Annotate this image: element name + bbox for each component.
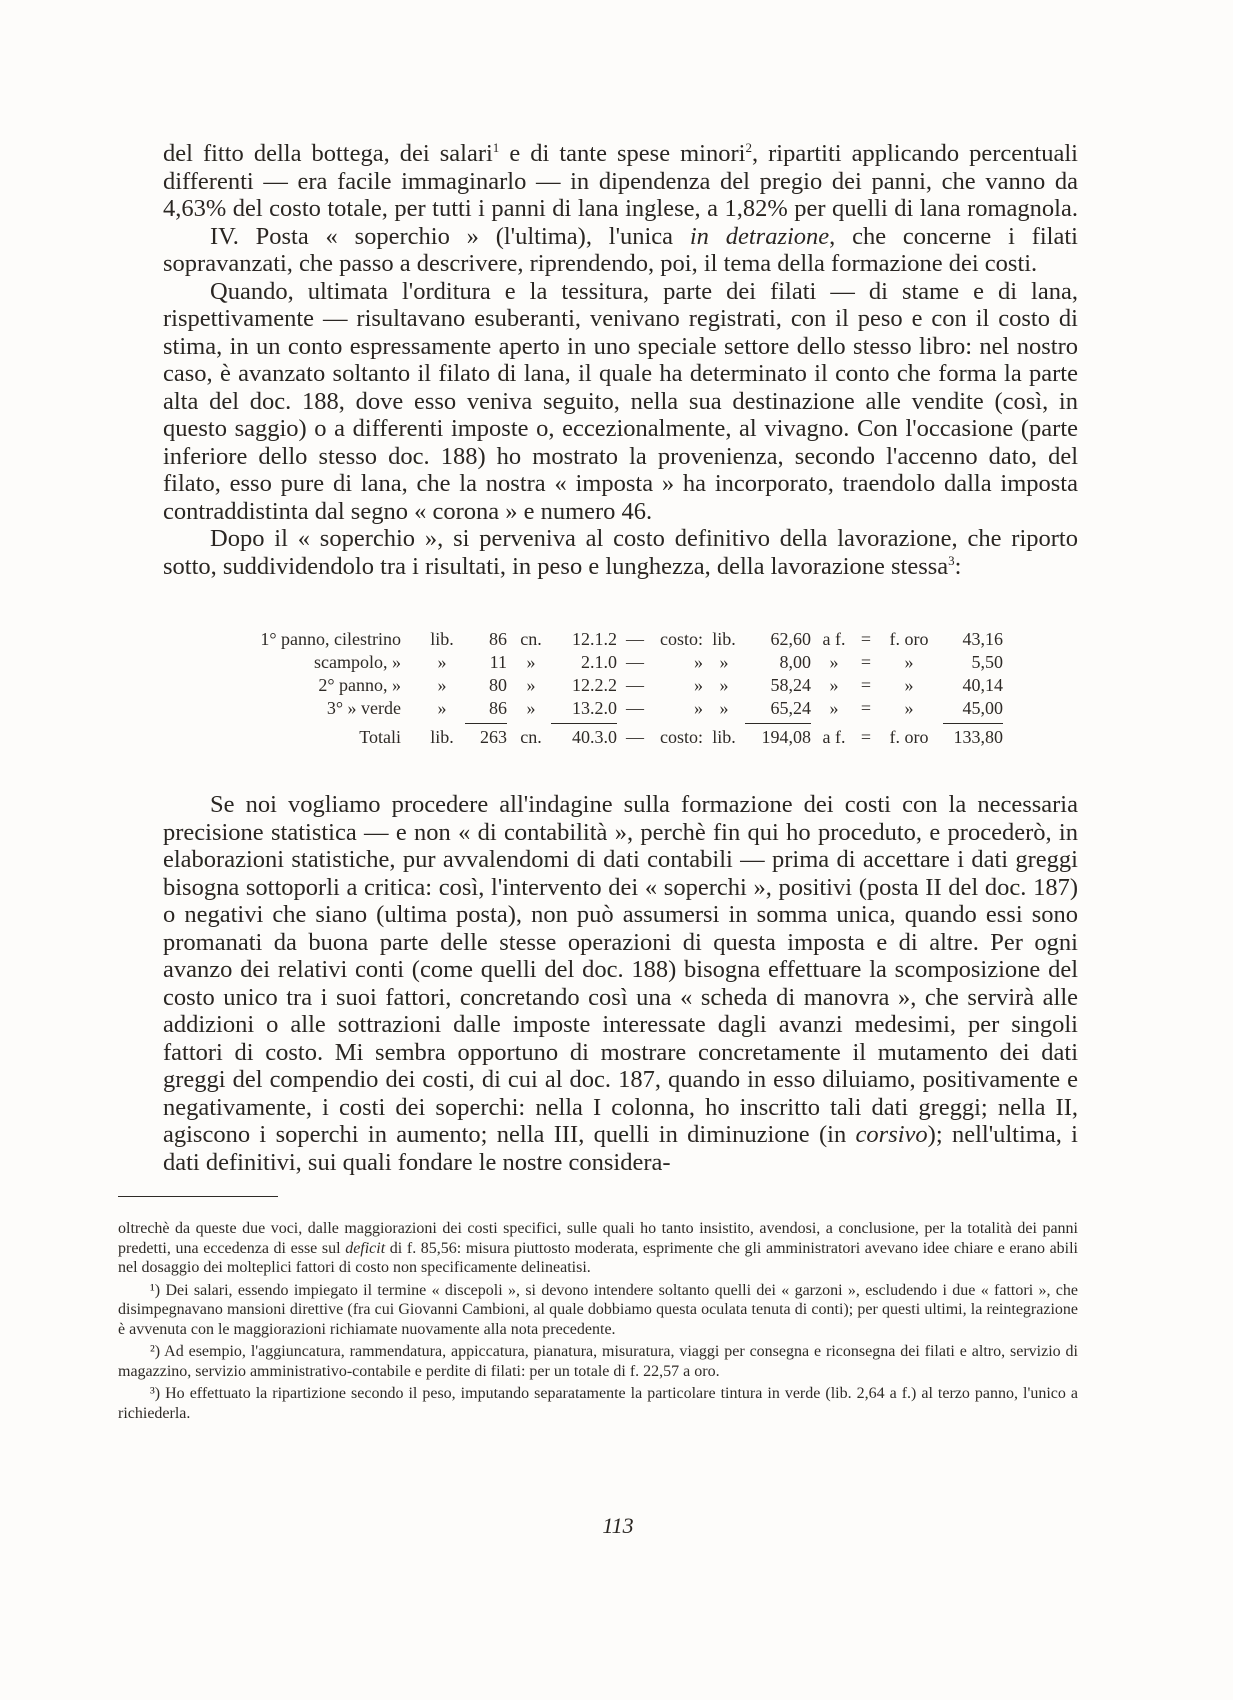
cell-u2: cn. [520, 727, 542, 747]
cell-dash: — [626, 652, 644, 672]
main-text-upper [163, 140, 1078, 580]
cell-u5: » [904, 675, 914, 695]
text-run: Se noi vogliamo procedere all'indagine sulla formazione dei costi con la necessaria precisione statistica — e non « di contabilità », perchè fin qui ho proceduto, e procederò, in elaborazioni statistiche, pur avvalendomi di dati contabili — prima di accettare i dati greggi bisogna sottoporli a critica: così, l'intervento dei « soperchi », positivi (posta II del doc. 187) o negativi che siano (ultima posta), non può assumersi in somma unica, quando essi sono promanati da buona parte delle stesse operazioni di questa imposta e di altre. Per ogni avanzo dei relativi conti (come quelli del doc. 188) bisogna effettuare la scomposizione del costo unico tra i suoi fattori, concretando così una « scheda di manovra », che servirà alle addizioni o alle sottrazioni dalle imposte interessate dagli avanzi medesimi, per singoli fattori di costo. Mi sembra opportuno di mostrare concretamente il mutamento dei dati greggi del compendio dei costi, di cui al doc. 187, quando in esso diluiamo, positivamente e negativamente, i costi dei soperchi: nella I colonna, ho inscritto tali dati greggi; nella II, agiscono i soperchi in aumento; nella III, quelli in diminuzione (in [163, 791, 1078, 1148]
cell-dash: — [626, 727, 644, 747]
cell-label: 1° panno, cilestrino [260, 629, 401, 649]
cell-u2: » [526, 652, 536, 672]
cell-eq: = [860, 698, 872, 718]
footnote-separator [118, 1196, 278, 1197]
cell-u4: lib. [712, 727, 736, 747]
cell-label: Totali [359, 727, 401, 747]
cell-gold: 45,00 [962, 698, 1003, 718]
cell-u1: » [437, 698, 447, 718]
cell-u2: » [526, 675, 536, 695]
text-run: : [954, 552, 962, 580]
cell-eq: = [860, 652, 872, 672]
text-run: Dopo il « soperchio », si perveniva al costo definitivo della lavorazione, che riporto sotto, suddividendolo tra i risultati, in peso e lunghezza, della lavorazione stessa [163, 525, 1078, 580]
sum-rule [551, 723, 617, 724]
cell-len: 12.2.2 [572, 675, 617, 695]
main-text-lower [163, 791, 1078, 1176]
cell-u1: lib. [430, 727, 454, 747]
footnote-continuation [118, 1219, 1078, 1278]
paragraph-continuation [163, 140, 1078, 223]
italic-run: corsivo [855, 1121, 928, 1148]
footnote-ref-1: 1 [492, 139, 500, 155]
cell-u4: lib. [712, 629, 736, 649]
cell-u1: » [437, 652, 447, 672]
italic-run: in detrazione [689, 222, 830, 250]
cell-eq: = [860, 629, 872, 649]
cell-cost: 62,60 [770, 629, 811, 649]
cell-gold: 40,14 [962, 675, 1003, 695]
cell-cost: 58,24 [770, 675, 811, 695]
text-run: Ho effettuato la ripartizione secondo il peso, imputando separatamente la particolare tintura in verde (lib. 2,64 a f.) al terzo panno, l'unico a richiederla. [118, 1385, 1078, 1422]
cell-af: » [829, 652, 839, 672]
footnote-3 [118, 1384, 1078, 1423]
sum-rule [745, 723, 811, 724]
cell-label: 2° panno, » [318, 675, 401, 695]
text-run: oltrechè da queste due voci, dalle maggiorazioni dei costi specifici, sulle quali ho tanto insistito, avendosi, a conclusione, per la totalità dei panni predetti, una eccedenza di esse sul [118, 1220, 1078, 1257]
footnote-marker: ¹) [150, 1281, 161, 1299]
cell-label: scampolo, » [314, 652, 401, 672]
text-run: di f. 85,56: misura piuttosto moderata, esprimente che gli amministratori avevano idee chiare e erano abili nel dosaggio dei molteplici fattori di costo non specificamente delineatisi. [118, 1239, 1079, 1276]
cell-u5: » [904, 698, 914, 718]
sum-rule [943, 723, 1003, 724]
cell-u1: » [437, 675, 447, 695]
cell-u5: f. oro [889, 629, 929, 649]
footnotes [118, 1219, 1078, 1426]
cell-u3: » [694, 698, 703, 718]
cell-dash: — [626, 675, 644, 695]
text-run: Dei salari, essendo impiegato il termine « discepoli », si devono intendere soltanto quelli dei « garzoni », escludendo i due « fattori », che disimpegnavano mansioni direttive (fra cui Giovanni Cambioni, al quale dobbiamo questa oculata tenuta di conti); per questi ultimi, la reintegrazione è avvenuta con le maggiorazioni richiamate nuovamente alla nota precedente. [118, 1281, 1078, 1338]
text-run: , ripartiti applicando percentuali differenti — era facile immaginarlo — in dipendenza del pregio dei panni, che vanno da 4,63% del costo totale, per tutti i panni di lana inglese, a 1,82% per quelli di lana romagnola. [163, 140, 1078, 222]
text-run: , che concerne i filati sopravanzati, che passo a descrivere, riprendendo, poi, il tema della formazione dei costi. [163, 222, 1078, 277]
cell-u4: » [719, 698, 729, 718]
cell-w: 86 [489, 629, 507, 649]
sum-rule [465, 723, 507, 724]
cell-gold: 43,16 [962, 629, 1003, 649]
text-run: ); nell'ultima, i dati definitivi, sui quali fondare le nostre considera- [163, 1121, 1078, 1176]
paragraph-posta-iv [163, 223, 1078, 278]
cell-u3: » [694, 652, 703, 672]
page-number: 113 [602, 1513, 634, 1538]
cell-af: a f. [822, 629, 846, 649]
cell-u4: » [719, 652, 729, 672]
cell-u3: costo: [660, 629, 703, 649]
cell-dash: — [626, 629, 644, 649]
cell-u1: lib. [430, 629, 454, 649]
cell-eq: = [860, 675, 872, 695]
cell-cost: 8,00 [779, 652, 811, 672]
cell-dash: — [626, 698, 644, 718]
cell-w: 263 [480, 727, 507, 747]
cell-u3: » [694, 675, 703, 695]
cell-u3: costo: [660, 727, 703, 747]
cell-eq: = [860, 727, 872, 747]
cell-u5: f. oro [889, 727, 929, 747]
cell-w: 80 [489, 675, 507, 695]
paragraph-costo-definitivo [163, 525, 1078, 580]
cell-len: 12.1.2 [572, 629, 617, 649]
cell-len: 13.2.0 [572, 698, 617, 718]
cell-gold: 5,50 [971, 652, 1003, 672]
italic-run: deficit [345, 1239, 386, 1257]
cell-af: » [829, 698, 839, 718]
footnote-1 [118, 1281, 1078, 1340]
cell-cost: 65,24 [770, 698, 811, 718]
cell-u2: » [526, 698, 536, 718]
cell-af: » [829, 675, 839, 695]
cell-len: 40.3.0 [572, 727, 617, 747]
cell-u5: » [904, 652, 914, 672]
cell-cost: 194,08 [761, 727, 811, 747]
paragraph-soperchio: Quando, ultimata l'orditura e la tessitura, parte dei filati — di stame e di lana, rispettivamente — risultavano esuberanti, venivano registrati, con il peso e con il costo di stima, in un conto espressamente aperto in uno speciale settore dello stesso libro: nel nostro caso, è avanzato soltanto il filato di lana, il quale ha determinato il conto che forma la parte alta del doc. 188, dove esso veniva seguito, nella sua destinazione alle vendite (così, in questo saggio) o a differenti imposte o, eccezionalmente, al vivagno. Con l'occasione (parte inferiore dello stesso doc. 188) ho mostrato la provenienza, secondo l'accenno dato, del filato, esso pure di lana, che la nostra « imposta » ha incorporato, traendolo dalla imposta contraddistinta dal segno « corona » e numero 46. [163, 277, 1078, 525]
footnote-marker: ²) [150, 1343, 161, 1360]
cell-len: 2.1.0 [581, 652, 617, 672]
cell-u4: » [719, 675, 729, 695]
text-run: Ad esempio, l'aggiuncatura, rammendatura, appiccatura, pianatura, misuratura, viaggi per consegna e riconsegna dei filati e altro, servizio di magazzino, servizio amministrativo-contabile e perdite di filati: per un totale di f. 22,57 a oro. [118, 1343, 1078, 1380]
text-run: e di tante spese minori [499, 140, 746, 167]
cell-w: 11 [489, 652, 507, 672]
paragraph-indagine [163, 791, 1078, 1176]
footnote-2 [118, 1342, 1078, 1381]
footnote-ref-2: 2 [745, 139, 752, 155]
text-run: del fitto della bottega, dei salari [163, 140, 493, 167]
footnote-marker: ³) [150, 1385, 161, 1402]
text-run: IV. Posta « soperchio » (l'ultima), l'unica [210, 222, 690, 250]
cell-u2: cn. [520, 629, 542, 649]
cell-label: 3° » verde [326, 698, 401, 718]
cell-gold: 133,80 [953, 727, 1003, 747]
cell-af: a f. [822, 727, 846, 747]
footnote-ref-3: 3 [948, 552, 955, 568]
cell-w: 86 [489, 698, 507, 718]
